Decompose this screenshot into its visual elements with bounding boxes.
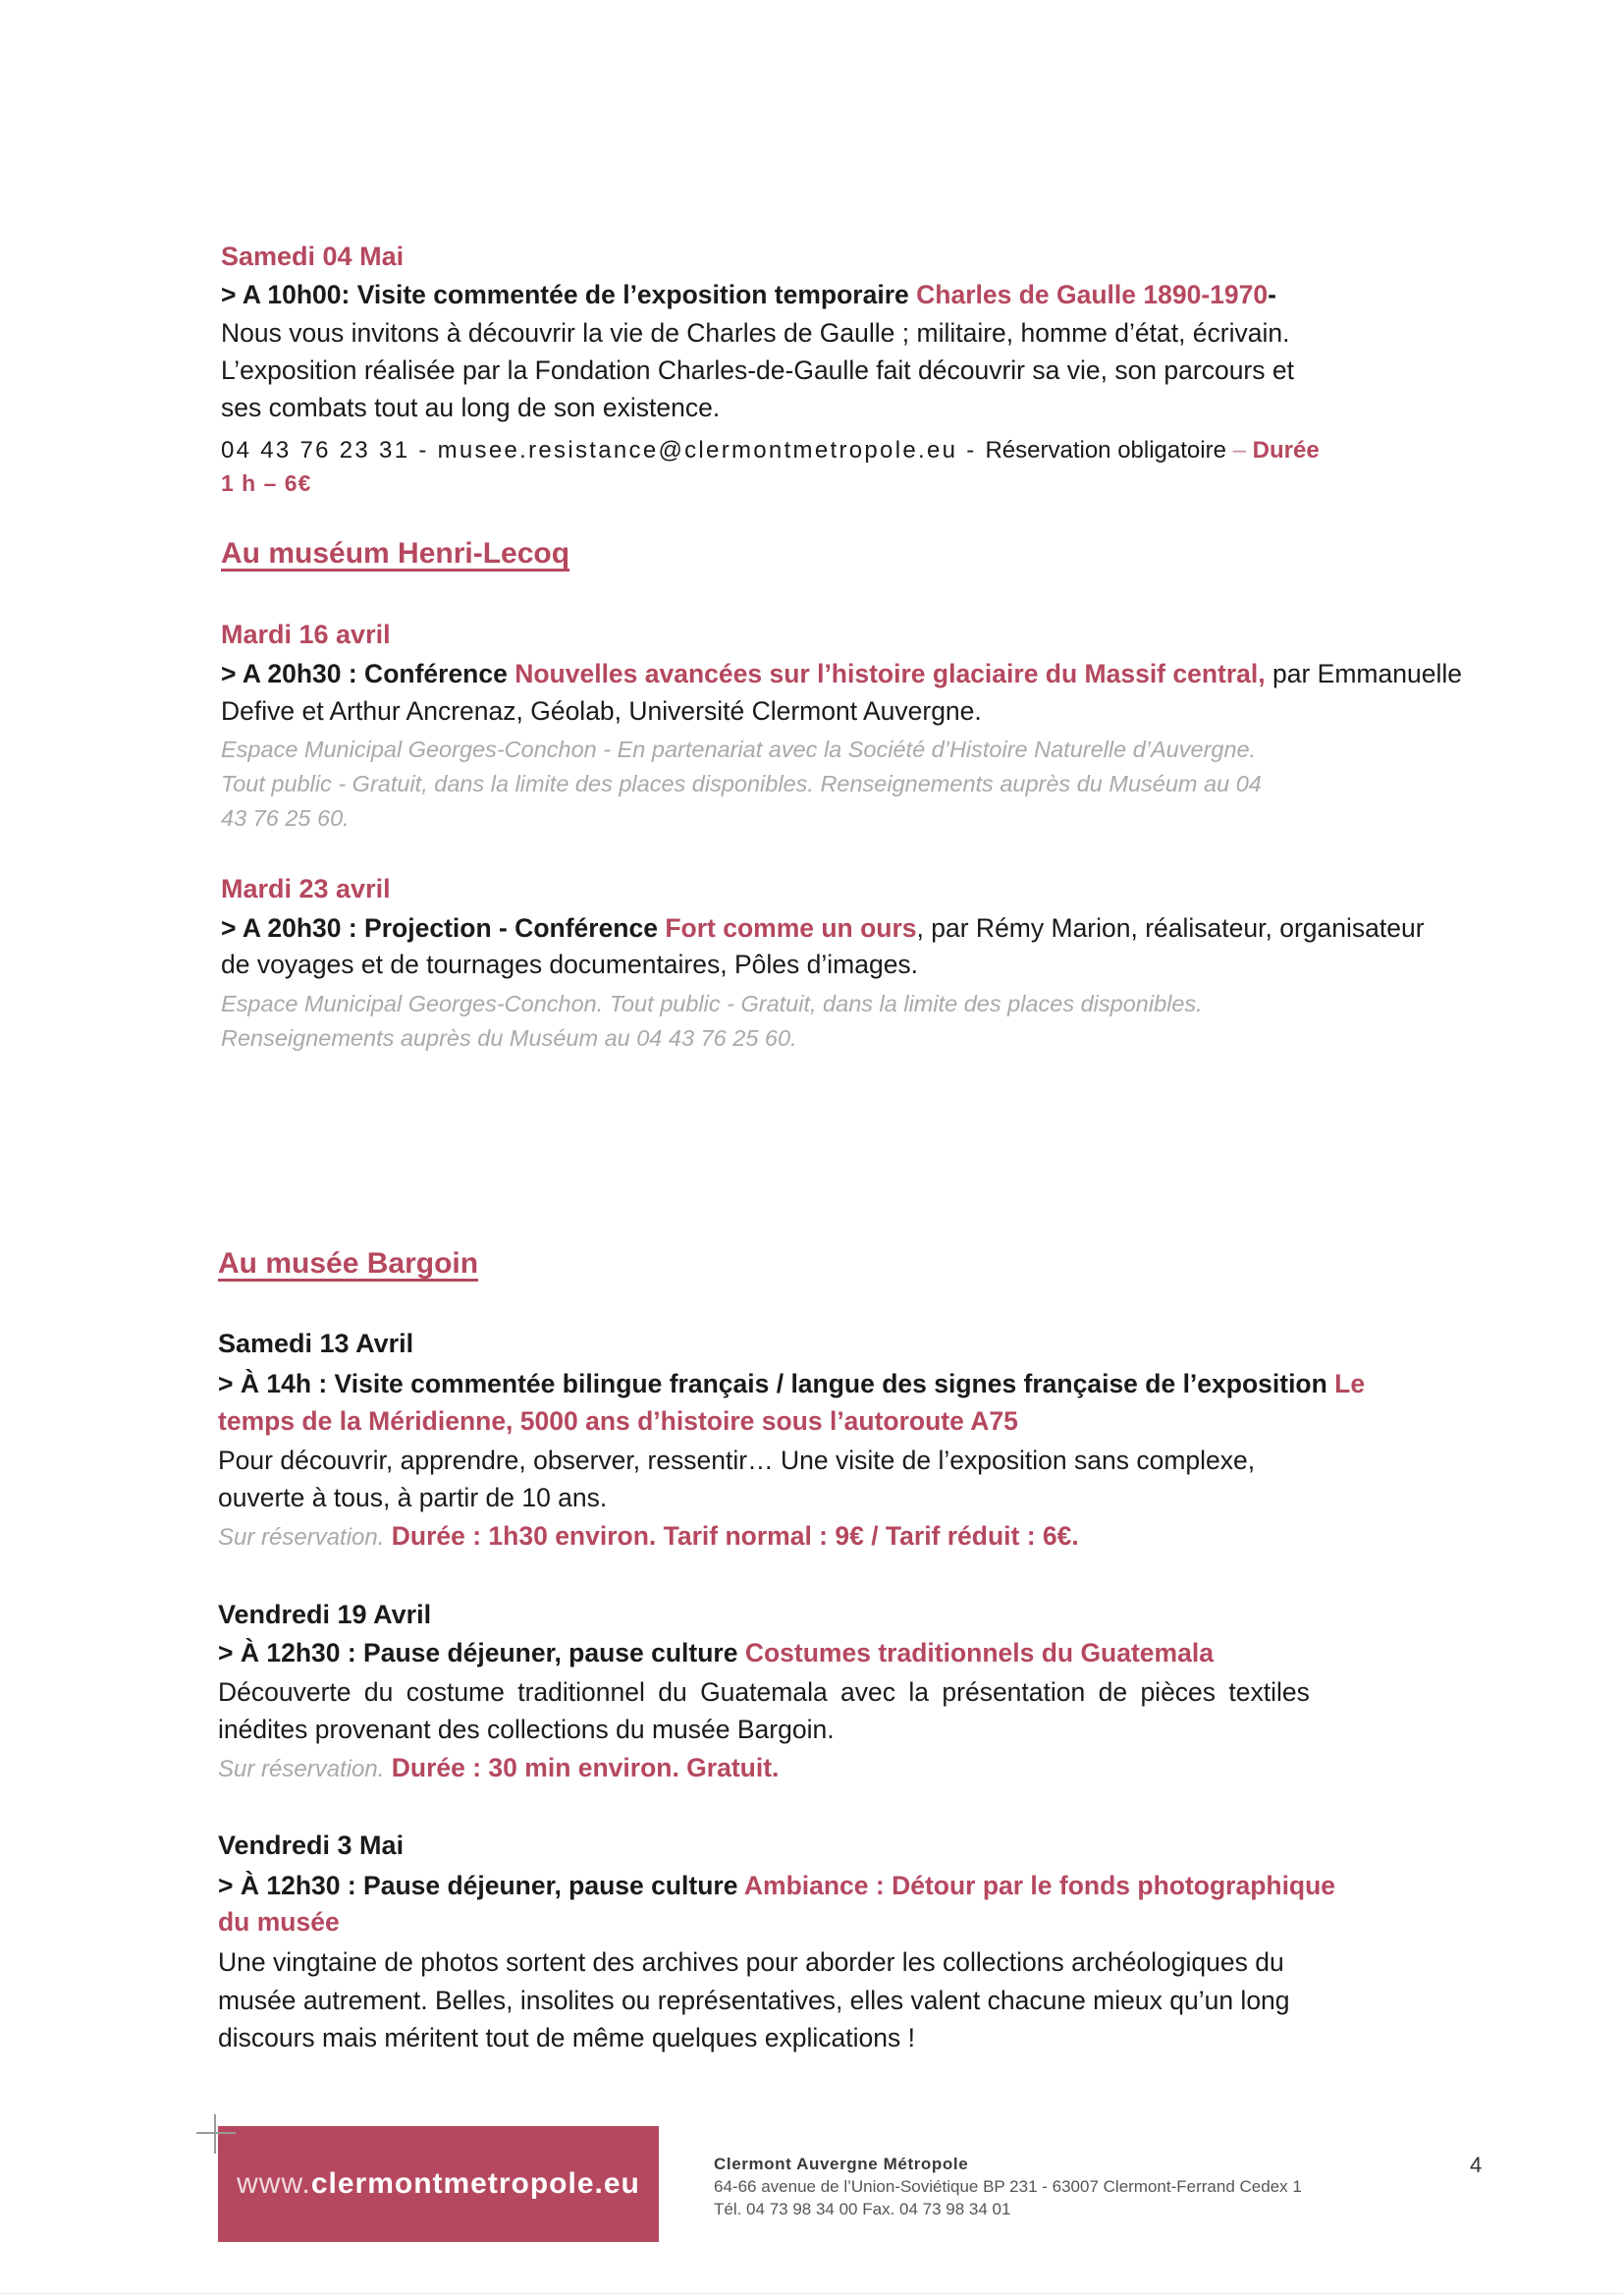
event-description-line: ouverte à tous, à partir de 10 ans. (218, 1483, 608, 1512)
event-title: Costumes traditionnels du Guatemala (744, 1638, 1214, 1667)
event-description-line: musée autrement. Belles, insolites ou représentatives, elles valent chacune mieux qu’un long (218, 1986, 1290, 2015)
footer-phone: Tél. 04 73 98 34 00 Fax. 04 73 98 34 01 (714, 2200, 1011, 2218)
contact-phone-email: 04 43 76 23 31 - musee.resistance@clermontmetropole.eu - (221, 437, 986, 464)
event-description-line: Une vingtaine de photos sortent des archives pour aborder les collections archéologiques du (218, 1947, 1284, 1977)
event-info-line: Espace Municipal Georges-Conchon - En partenariat avec la Société d’Histoire Naturelle d’Auvergne. (221, 737, 1257, 762)
registration-mark-icon (196, 2114, 236, 2154)
event-time-label: > À 12h30 : Pause déjeuner, pause culture (218, 1638, 745, 1667)
footer-url-domain: clermontmetropole.eu (310, 2167, 640, 2200)
duration-value: 1 h – 6€ (221, 470, 312, 496)
event-date: Vendredi 19 Avril (218, 1600, 432, 1629)
event-heading (221, 909, 1425, 947)
event-details (218, 1749, 779, 1788)
section-heading-bargoin: Au musée Bargoin (218, 1247, 479, 1280)
event-date: Mardi 16 avril (221, 620, 391, 649)
reservation-note: Sur réservation. (218, 1756, 385, 1782)
footer-url-banner[interactable] (218, 2126, 659, 2242)
event-time-label: > À 12h30 : Pause déjeuner, pause culture (218, 1871, 744, 1900)
page-edge-divider (0, 2293, 1623, 2294)
event-date: Samedi 13 Avril (218, 1329, 414, 1358)
event-title-suffix: , par Rémy Marion, réalisateur, organisateur (916, 913, 1425, 943)
event-info-line: Tout public - Gratuit, dans la limite des places disponibles. Renseignements auprès du Muséum au 04 (221, 771, 1262, 796)
event-description-line: ses combats tout au long de son existence. (221, 393, 721, 422)
event-heading (218, 1634, 1214, 1671)
footer-url-prefix: www. (237, 2167, 311, 2200)
event-time-label: > A 20h30 : Conférence (221, 659, 515, 688)
duration-price: Durée : 1h30 environ. Tarif normal : 9€ / Tarif réduit : 6€. (384, 1521, 1079, 1551)
event-title: Le (1334, 1369, 1366, 1398)
contact-line (221, 430, 1320, 469)
event-description-line: Defive et Arthur Ancrenaz, Géolab, Université Clermont Auvergne. (221, 696, 982, 726)
event-date: Vendredi 3 Mai (218, 1831, 405, 1860)
reservation-note: Sur réservation. (218, 1524, 385, 1551)
event-title-suffix: par Emmanuelle (1265, 659, 1462, 688)
event-description-line: Découverte du costume traditionnel du Guatemala avec la présentation de pièces textiles (218, 1677, 1310, 1707)
event-info-line: Renseignements auprès du Muséum au 04 43 76 25 60. (221, 1025, 797, 1051)
footer-url[interactable] (218, 2126, 659, 2242)
duration-price: Durée : 30 min environ. Gratuit. (384, 1753, 780, 1782)
event-title: Nouvelles avancées sur l’histoire glaciaire du Massif central, (514, 659, 1266, 688)
event-time-label: > A 10h00: Visite commentée de l’exposition temporaire (221, 280, 917, 309)
event-title-suffix: - (1268, 280, 1276, 309)
event-title: Charles de Gaulle 1890-1970 (916, 280, 1269, 309)
event-description-line: Nous vous invitons à découvrir la vie de Charles de Gaulle ; militaire, homme d’état, écrivain. (221, 318, 1290, 348)
event-title-continued: du musée (218, 1907, 340, 1937)
dash-separator: – (1225, 437, 1253, 464)
event-time-label: > A 20h30 : Projection - Conférence (221, 913, 666, 943)
event-description-line: de voyages et de tournages documentaires, Pôles d’images. (221, 950, 919, 979)
event-description-line: Pour découvrir, apprendre, observer, ressentir… Une visite de l’exposition sans complexe, (218, 1446, 1256, 1475)
event-heading (218, 1365, 1365, 1402)
section-heading-museum: Au muséum Henri-Lecoq (221, 537, 570, 570)
event-description-line: discours mais méritent tout de même quelques explications ! (218, 2023, 915, 2052)
event-heading (221, 276, 1276, 313)
event-title: Fort comme un ours (665, 913, 917, 943)
event-info-line: Espace Municipal Georges-Conchon. Tout public - Gratuit, dans la limite des places disponibles. (221, 991, 1203, 1016)
event-description-line: inédites provenant des collections du musée Bargoin. (218, 1715, 835, 1744)
event-date: Mardi 23 avril (221, 874, 391, 903)
event-details (218, 1517, 1079, 1557)
event-description-line: L’exposition réalisée par la Fondation Charles-de-Gaulle fait découvrir sa vie, son parcours et (221, 355, 1294, 385)
event-heading (218, 1867, 1335, 1904)
footer-address: 64-66 avenue de l’Union-Soviétique BP 231 - 63007 Clermont-Ferrand Cedex 1 (714, 2177, 1302, 2196)
event-info-line: 43 76 25 60. (221, 805, 350, 831)
page-number: 4 (1470, 2153, 1483, 2177)
event-date: Samedi 04 Mai (221, 242, 405, 271)
footer-address-block (714, 2153, 1302, 2220)
duration-label: Durée (1252, 437, 1320, 464)
footer-org-name: Clermont Auvergne Métropole (714, 2155, 969, 2173)
event-title-continued: temps de la Méridienne, 5000 ans d’histoire sous l’autoroute A75 (218, 1406, 1018, 1436)
reservation-note: Réservation obligatoire (985, 437, 1226, 464)
event-heading (221, 655, 1462, 692)
event-title: Ambiance : Détour par le fonds photographique (743, 1871, 1336, 1900)
event-time-label: > À 14h : Visite commentée bilingue français / langue des signes française de l’exposition (218, 1369, 1335, 1398)
